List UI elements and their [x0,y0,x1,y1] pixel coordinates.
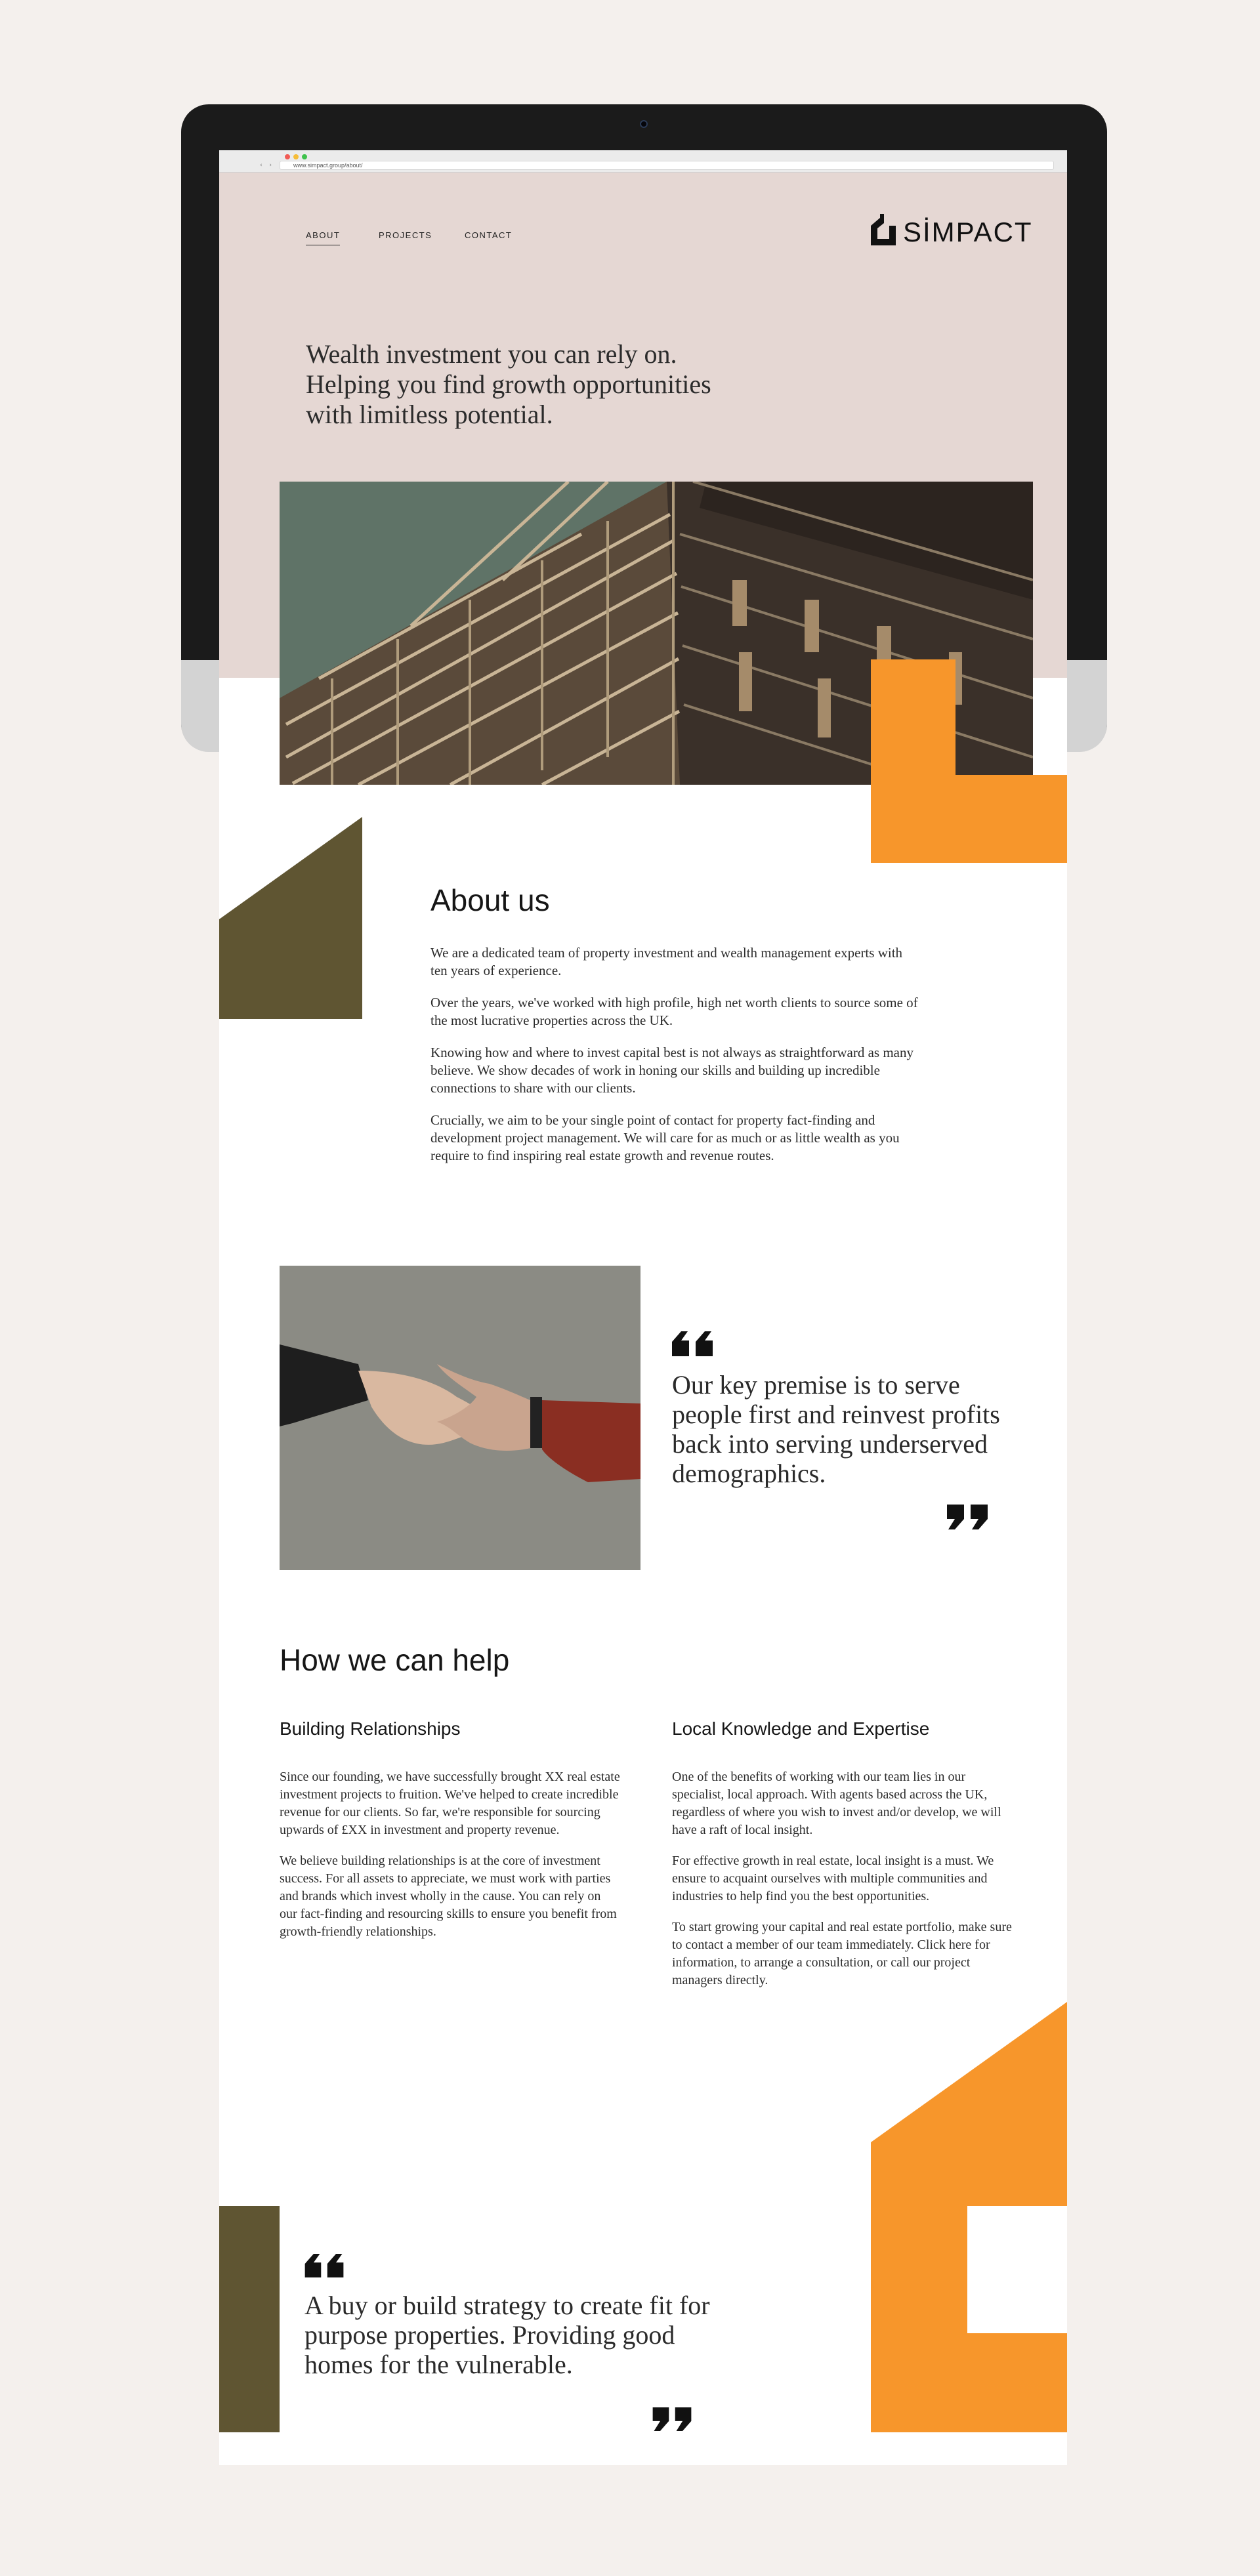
column-title-relationships: Building Relationships [280,1718,461,1739]
about-body [430,944,920,1179]
quote-close-icon [947,1505,988,1529]
browser-chrome [219,150,1067,173]
quote-open-icon [304,2254,344,2277]
orange-house-block [871,2002,1067,2432]
quote-two-text: A buy or build strategy to create fit for purpose properties. Providing good homes for the vulnerable. [304,2291,710,2379]
about-paragraph: Crucially, we aim to be your single point of contact for property fact-finding and development project management. We will care for as much or as little wealth as you require to find inspiring real estate growth and revenue routes. [430,1112,900,1163]
column-paragraph: To start growing your capital and real estate portfolio, make sure to contact a member of our team immediately. Click here for information, to arrange a consultation, or call our project managers directly. [672,1920,1012,1987]
olive-accent-bar [219,2206,280,2432]
nav-contact[interactable]: CONTACT [465,230,513,240]
column-title-local-knowledge: Local Knowledge and Expertise [672,1718,930,1739]
logo-mark-icon[interactable] [871,214,896,245]
browser-nav-arrows[interactable]: ‹ › [260,162,275,169]
address-text: www.simpact.group/about/ [293,162,363,169]
handshake-photo [280,1266,640,1570]
window-maximize-button[interactable] [302,154,307,159]
camera-icon [640,120,648,128]
handshake-illustration [280,1266,640,1570]
about-title: About us [430,883,550,917]
column-paragraph: Since our founding, we have successfully brought XX real estate investment projects to fruition. We've helped to create incredible revenue for our clients. So far, we're responsible for sourcing upwards of £XX in investment and property revenue. [280,1770,620,1837]
about-paragraph: Knowing how and where to invest capital best is not always as straightforward as many believe. We show decades of work in honing our skills and building up incredible connections to share with our clients. [430,1045,914,1096]
quote-one-text: Our key premise is to serve people first and reinvest profits back into serving underserved demographics. [672,1370,1000,1488]
brand-logo[interactable]: SİMPACT [903,217,1033,247]
quote-open-icon [672,1331,713,1356]
website-page [219,150,1067,2465]
window-close-button[interactable] [285,154,290,159]
hero-line: Helping you find growth opportunities [306,369,711,399]
column-body-local-knowledge [672,1768,1013,2003]
hero-line: Wealth investment you can rely on. [306,339,677,369]
about-paragraph: Over the years, we've worked with high profile, high net worth clients to source some of the most lucrative properties across the UK. [430,995,918,1028]
hero-line: with limitless potential. [306,400,553,429]
window-minimize-button[interactable] [293,154,299,159]
column-paragraph: For effective growth in real estate, local insight is a must. We ensure to acquaint ourselves with multiple communities and industries to help find you the best opportunities. [672,1854,994,1903]
hero-headline [306,339,805,430]
help-title: How we can help [280,1643,510,1677]
address-bar[interactable] [280,161,1054,170]
nav-projects[interactable]: PROJECTS [379,230,432,240]
nav-about[interactable]: ABOUT [306,230,341,240]
olive-accent-block [219,817,362,1019]
column-paragraph: We believe building relationships is at the core of investment success. For all assets to appreciate, we must work with parties and brands which invest wholly in the cause. You can rely on our fact-finding and resourcing skills to ensure you benefit from growth-friendly relationships. [280,1854,617,1939]
column-body-relationships [280,1768,621,1954]
about-paragraph: We are a dedicated team of property investment and wealth management experts with ten years of experience. [430,945,903,978]
quote-close-icon [652,2407,692,2431]
column-paragraph: One of the benefits of working with our team lies in our specialist, local approach. With agents based across the UK, regardless of where you wish to invest and/or develop, we will have a raft of local insight. [672,1770,1001,1837]
orange-accent-block [871,659,1067,863]
